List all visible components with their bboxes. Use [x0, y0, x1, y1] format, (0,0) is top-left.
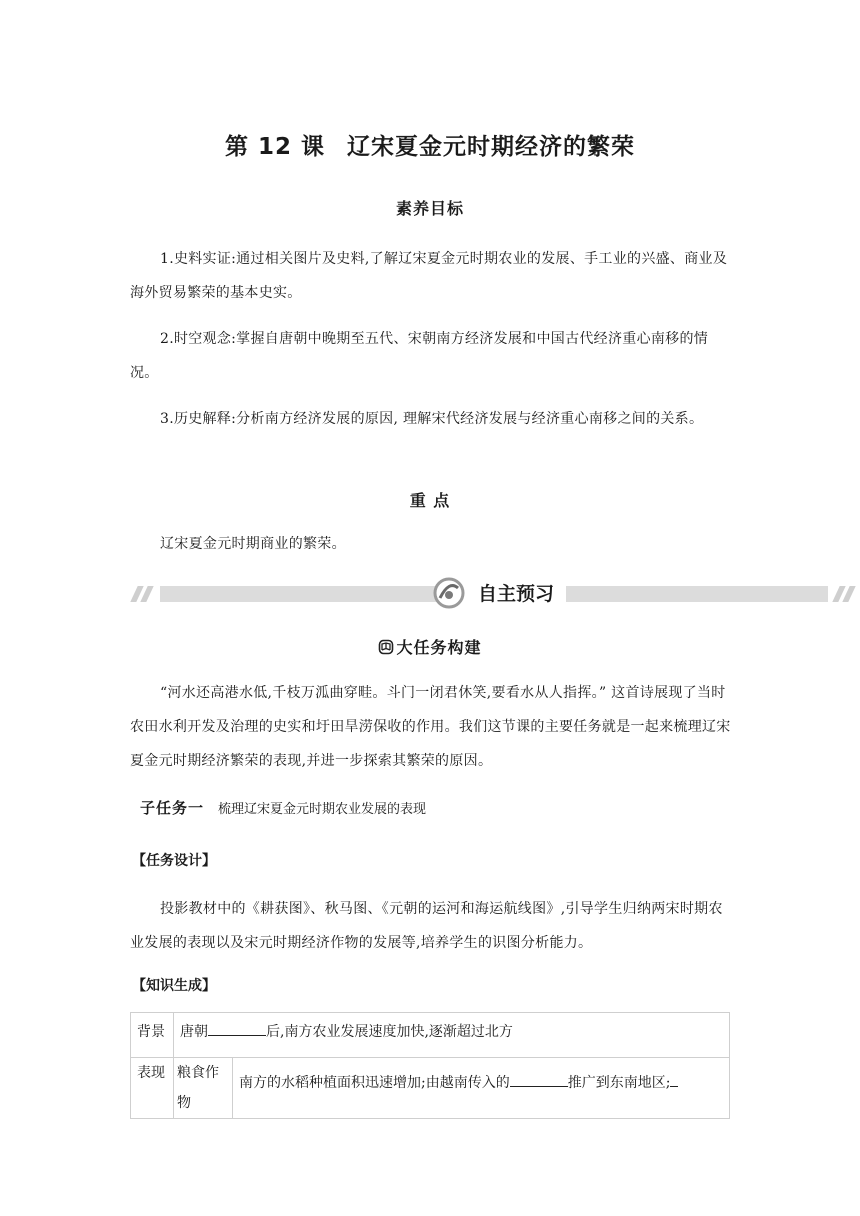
table-subhead: 粮食作物: [174, 1058, 233, 1119]
table-row: [131, 1058, 730, 1119]
goal-item-2: 2.时空观念:掌握自唐朝中晚期至五代、宋朝南方经济发展和中国古代经济重心南移的情况。: [130, 331, 709, 381]
goals-heading: 素养目标: [395, 199, 464, 218]
lesson-name: 辽宋夏金元时期经济的繁荣: [347, 134, 636, 160]
table-row-head: 背景: [131, 1013, 174, 1058]
table-cell: 南方的水稻种植面积迅速增加;由越南传入的 推广到东南地区;: [233, 1058, 730, 1119]
knowledge-table: [130, 1012, 730, 1119]
table-row: [131, 1013, 730, 1058]
banner-stripe-left: [160, 586, 438, 602]
lesson-number: 第 12 课: [224, 134, 326, 160]
table-row-head: 表现: [131, 1058, 174, 1119]
preview-logo-icon: [432, 576, 466, 610]
banner-label: 自主预习: [470, 579, 562, 609]
knowledge-heading: 【知识生成】: [132, 978, 216, 994]
lesson-title: [0, 128, 860, 161]
table-cell: 唐朝 后,南方农业发展速度加快,逐渐超过北方: [174, 1013, 730, 1058]
task-design-heading: 【任务设计】: [132, 853, 216, 869]
task-build-text: “河水还高港水低,千枝万泒曲穿畦。斗门一闭君休笑,要看水从人指挥。” 这首诗展现了当时农田水利开发及治理的史实和圩田旱涝保收的作用。我们这节课的主要任务就是一起来梳理辽宋夏金元时期经济繁荣的表现,并进一步探索其繁荣的原因。: [130, 685, 731, 769]
fill-blank[interactable]: [670, 1070, 678, 1087]
subtask-header: [140, 797, 426, 823]
book-icon: [378, 639, 394, 655]
task-build-heading: [0, 635, 860, 658]
key-point-heading: 重 点: [409, 491, 451, 510]
subtask-label: 子任务一: [140, 799, 205, 817]
subtask-desc: 梳理辽宋夏金元时期农业发展的表现: [218, 802, 427, 817]
goal-item-3: 3.历史解释:分析南方经济发展的原因, 理解宋代经济发展与经济重心南移之间的关系。: [160, 411, 704, 427]
task-build-title: 大任务构建: [396, 638, 482, 657]
task-design-text: 投影教材中的《耕获图》、秋马图、《元朝的运河和海运航线图》,引导学生归纳两宋时期农业发展的表现以及宋元时期经济作物的发展等,培养学生的识图分析能力。: [130, 901, 723, 951]
fill-blank[interactable]: [208, 1019, 266, 1036]
section-banner: [0, 574, 860, 614]
goal-item-1: 1.史料实证:通过相关图片及史料,了解辽宋夏金元时期农业的发展、手工业的兴盛、商业及海外贸易繁荣的基本史实。: [130, 251, 728, 301]
banner-stripe-right: [566, 586, 828, 602]
fill-blank[interactable]: [510, 1070, 568, 1087]
key-point-text: 辽宋夏金元时期商业的繁荣。: [160, 536, 346, 552]
